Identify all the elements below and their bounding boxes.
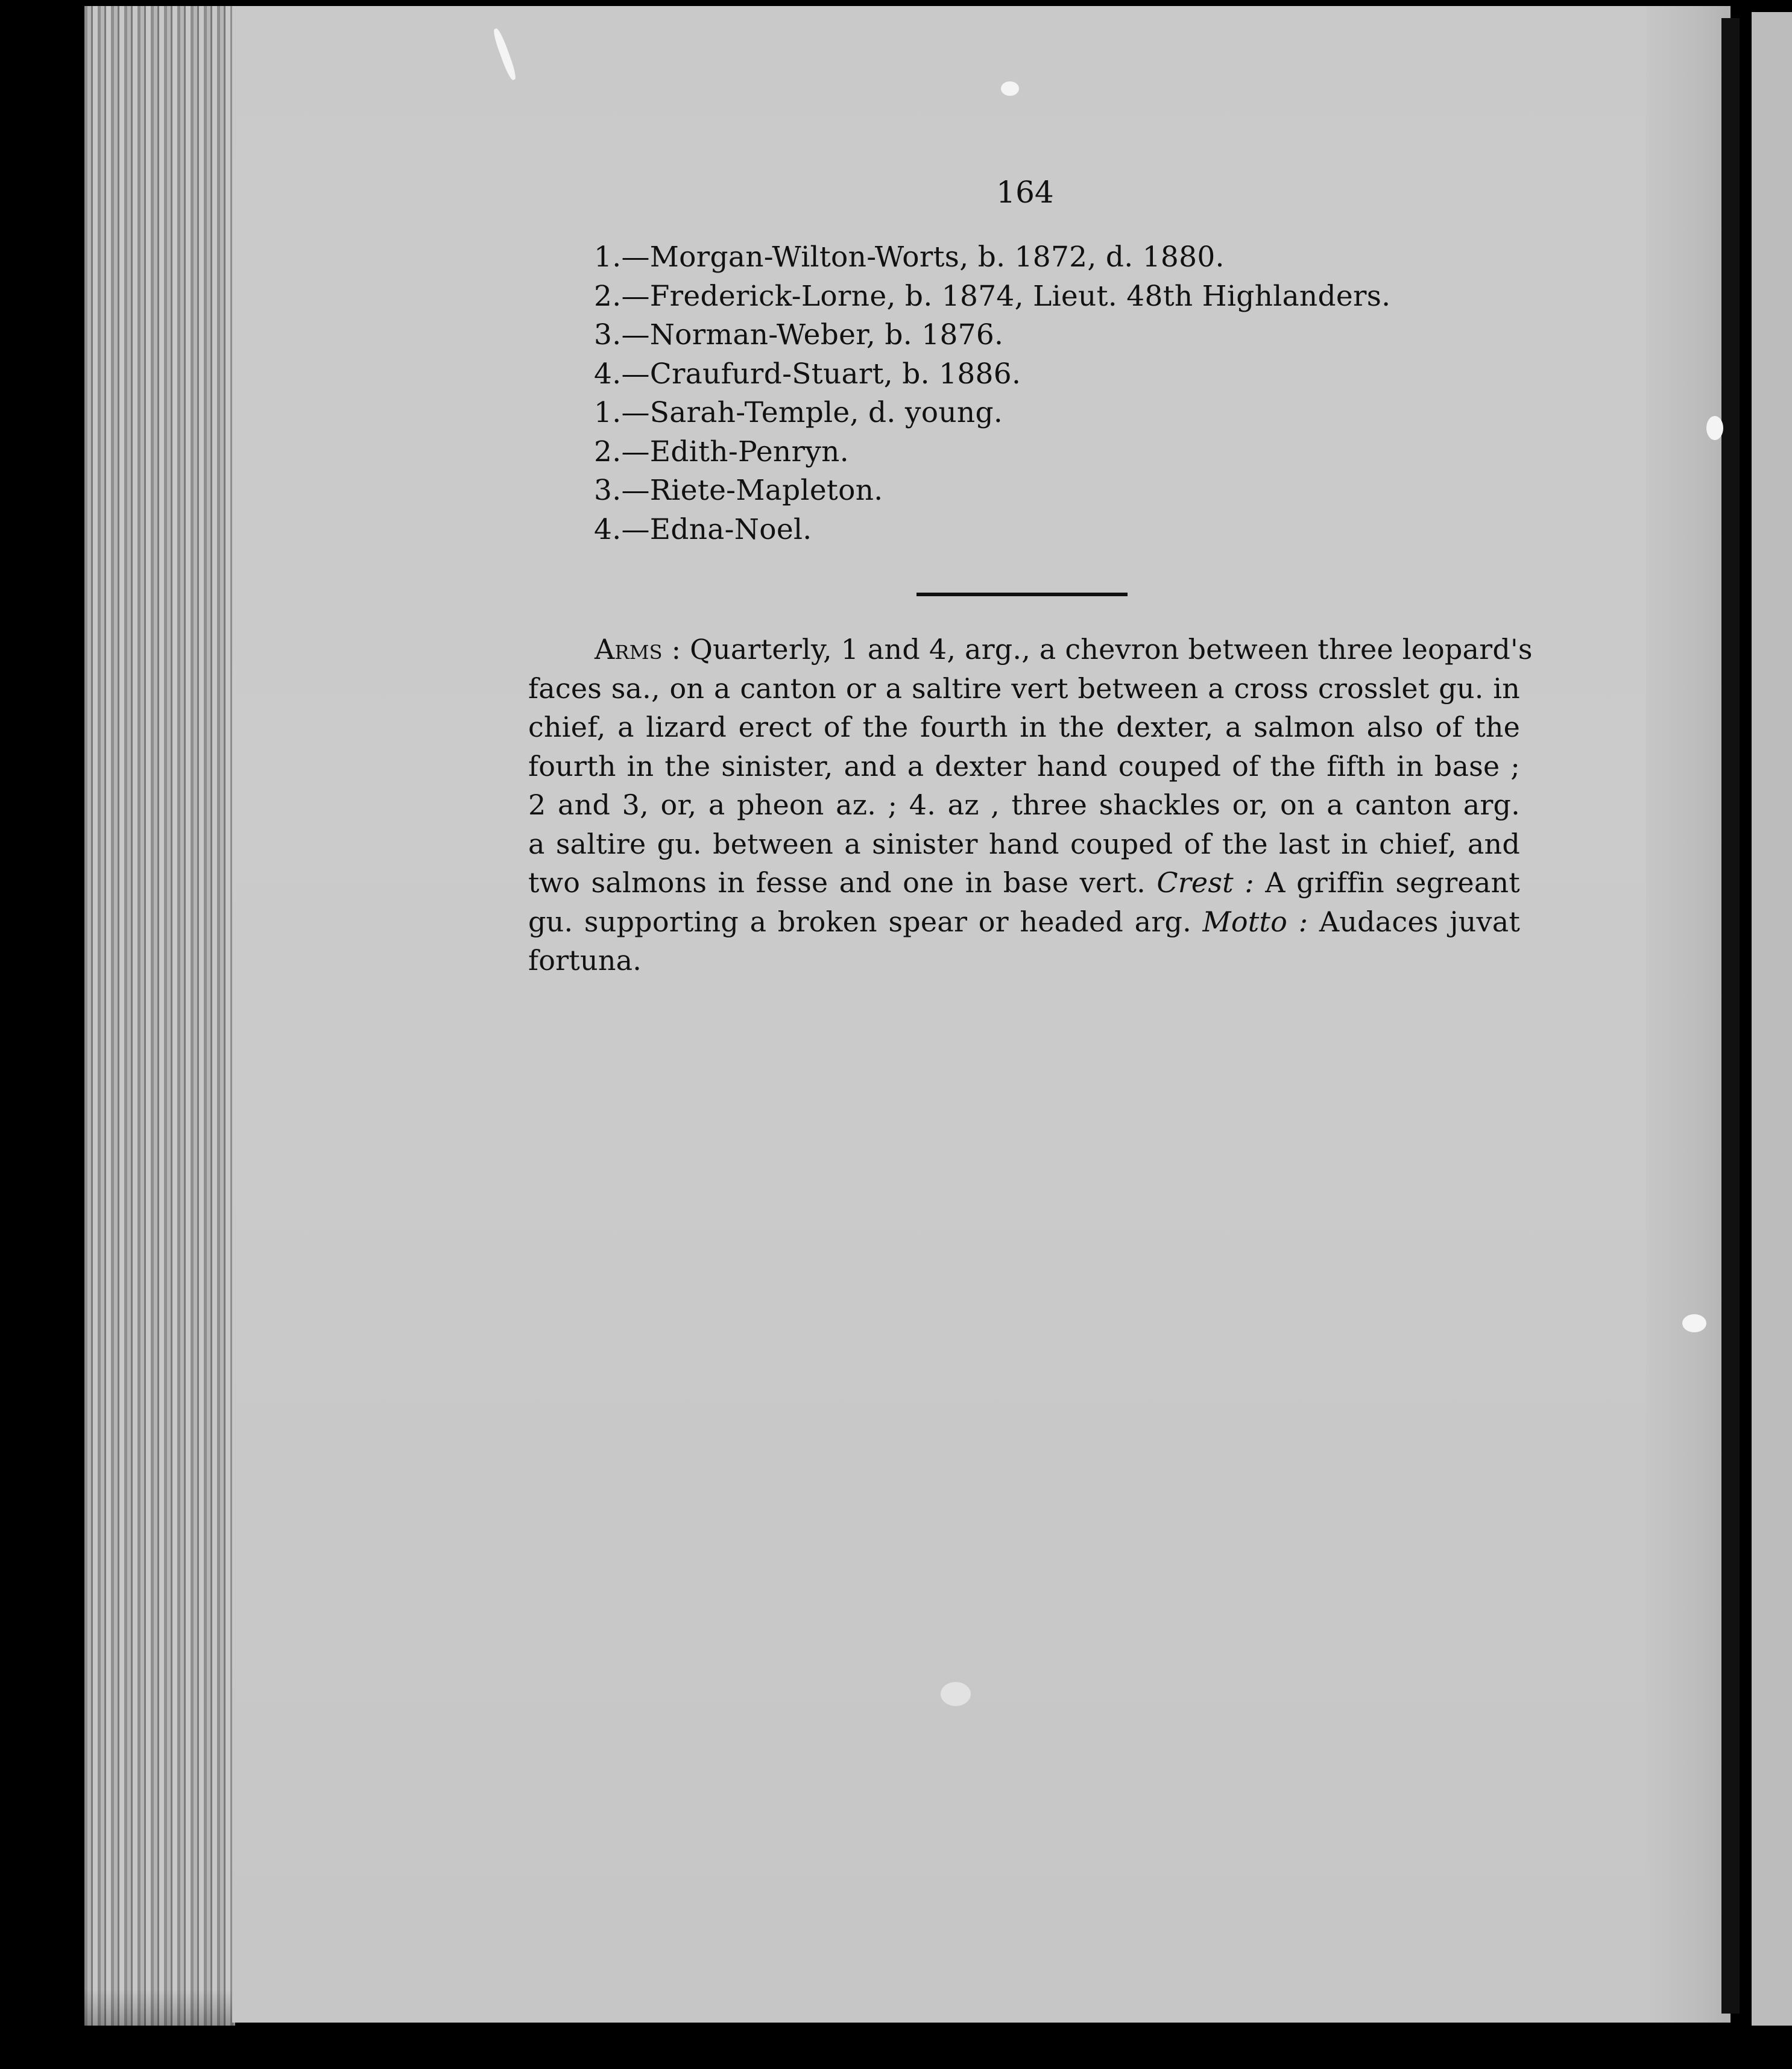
arms-line — [528, 902, 1520, 942]
list-item: 3.—Riete-Mapleton. — [594, 474, 883, 507]
arms-line: 2 and 3, or, a pheon az. ; 4. az , three shackles or, on a canton arg. — [528, 789, 1520, 821]
crest-label: Crest : — [1156, 866, 1254, 899]
arms-text: two salmons in fesse and one in base vert. — [528, 866, 1146, 899]
list-item: 4.—Craufurd-Stuart, b. 1886. — [594, 357, 1021, 391]
arms-line: fourth in the sinister, and a dexter hand couped of the fifth in base ; — [528, 749, 1520, 783]
crest-text: A griffin segreant — [1265, 866, 1520, 899]
list-item: 2.—Frederick-Lorne, b. 1874, Lieut. 48th Highlanders. — [594, 279, 1391, 313]
arms-line: chief, a lizard erect of the fourth in the dexter, a salmon also of the — [528, 711, 1520, 743]
section-divider — [917, 593, 1128, 596]
arms-heading: Arms — [595, 633, 663, 666]
motto-label: Motto : — [1202, 905, 1308, 938]
arms-line — [528, 863, 1520, 902]
arms-line — [528, 630, 1533, 669]
children-list — [594, 238, 1559, 549]
arms-text: gu. supporting a broken spear or headed arg. — [528, 905, 1191, 938]
list-item: 4.—Edna-Noel. — [594, 512, 812, 546]
list-item: 3.—Norman-Weber, b. 1876. — [594, 318, 1004, 351]
arms-line: a saltire gu. between a sinister hand couped of the last in chief, and — [528, 827, 1520, 860]
list-item: 1.—Sarah-Temple, d. young. — [594, 396, 1003, 429]
arms-line: faces sa., on a canton or a saltire vert between a cross crosslet gu. in — [528, 672, 1520, 705]
arms-line: fortuna. — [528, 944, 642, 977]
list-item: 1.—Morgan-Wilton-Worts, b. 1872, d. 1880. — [594, 241, 1225, 274]
page-number: 164 — [996, 175, 1054, 210]
motto-text: Audaces juvat — [1319, 905, 1521, 938]
arms-text: Quarterly, 1 and 4, arg., a chevron between three leopard's — [690, 633, 1533, 666]
arms-paragraph — [528, 630, 1533, 980]
list-item: 2.—Edith-Penryn. — [594, 435, 849, 468]
arms-separator: : — [662, 633, 690, 666]
